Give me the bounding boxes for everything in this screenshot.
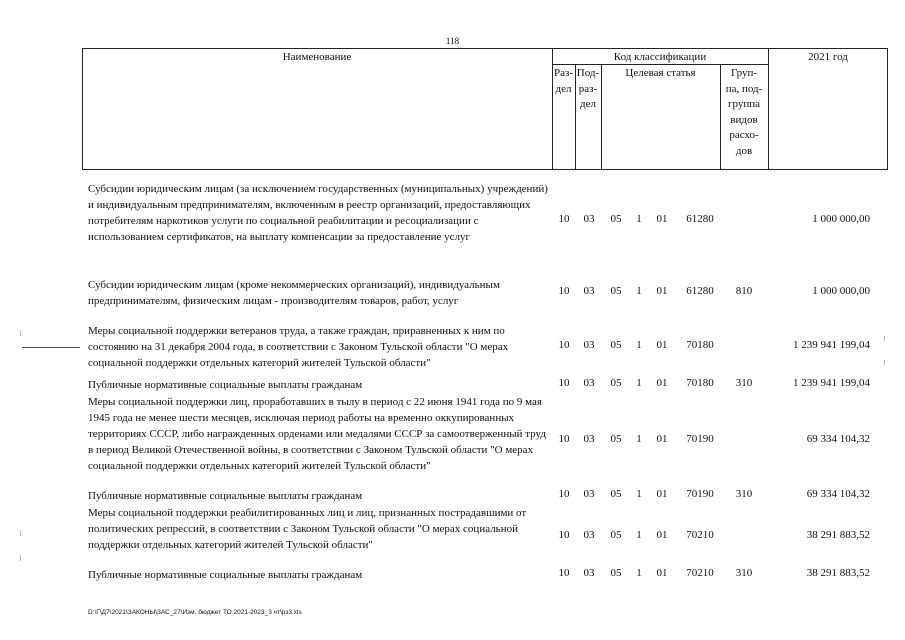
row-razdel: 10 <box>558 285 570 297</box>
row-cs1: 05 <box>610 433 622 445</box>
row-cs3: 01 <box>656 433 668 445</box>
row-cs4: 70210 <box>686 529 714 541</box>
row-podrazdel: 03 <box>583 213 595 225</box>
row-razdel: 10 <box>558 567 570 579</box>
row-name: Субсидии юридическим лицам (кроме некоммерческих организаций), индивидуальным предпринимателям, физическим лицам - производителям товаров, работ, услуг <box>88 279 500 307</box>
row-amount: 69 334 104,32 <box>806 433 870 445</box>
row-razdel: 10 <box>558 488 570 500</box>
row-name: Публичные нормативные социальные выплаты гражданам <box>88 379 363 391</box>
row-podrazdel: 03 <box>583 567 595 579</box>
header-name: Наименование <box>282 51 352 63</box>
row-name: Публичные нормативные социальные выплаты гражданам <box>88 490 363 502</box>
header-razdel: Раз- дел <box>553 67 573 95</box>
table-header <box>82 48 888 170</box>
row-razdel: 10 <box>558 433 570 445</box>
row-cs2: 1 <box>636 529 642 541</box>
row-cs2: 1 <box>636 339 642 351</box>
row-cs4: 61280 <box>686 285 714 297</box>
row-cs2: 1 <box>636 488 642 500</box>
header-expense-group: Груп- па, под- группа видов расхо- дов <box>725 67 763 157</box>
row-cs1: 05 <box>610 213 622 225</box>
row-name: Субсидии юридическим лицам (за исключением государственных (муниципальных) учреждений) и индивидуальным предпринимателям, включенным в реестр организаций, предоставляющих потребителям наркотиков услуги по социальной реабилитации и ресоциализации с использованием сертификатов, на выплату компенсации за предоставление услуг <box>88 183 548 243</box>
row-amount: 69 334 104,32 <box>806 488 870 500</box>
row-cs2: 1 <box>636 567 642 579</box>
row-razdel: 10 <box>558 529 570 541</box>
row-cs3: 01 <box>656 213 668 225</box>
row-cs4: 70180 <box>686 339 714 351</box>
row-cs4: 70180 <box>686 377 714 389</box>
row-podrazdel: 03 <box>583 488 595 500</box>
row-amount: 1 000 000,00 <box>812 285 870 297</box>
row-name: Меры социальной поддержки лиц, проработавших в тылу в период с 22 июня 1941 года по 9 мая 1945 года не менее шести месяцев, исключая период работы на временно оккупированных территориях СССР, либо награжденных орденами или медалями СССР за самоотверженный труд в период Великой Отечественной войны, в соответствии с Законом Тульской области "О мерах социальной поддержки отдельных категорий жителей Тульской области" <box>88 396 546 472</box>
header-target-article: Целевая статья <box>625 67 696 79</box>
row-group: 810 <box>735 285 753 297</box>
row-cs4: 70190 <box>686 433 714 445</box>
row-cs2: 1 <box>636 377 642 389</box>
row-cs3: 01 <box>656 529 668 541</box>
margin-tick <box>884 360 885 365</box>
row-podrazdel: 03 <box>583 433 595 445</box>
row-amount: 38 291 883,52 <box>806 567 870 579</box>
row-cs4: 61280 <box>686 213 714 225</box>
footer-file-path: D:\Г\Д7\2021\ЗАКОНЫ\ЗАС_27\Изм. бюджет ТО 2021-2023_3 чт\рз3.xls <box>88 609 302 616</box>
row-group: 310 <box>735 377 753 389</box>
margin-tick <box>20 330 21 336</box>
row-cs1: 05 <box>610 529 622 541</box>
header-year: 2021 год <box>808 51 848 63</box>
row-cs2: 1 <box>636 213 642 225</box>
row-group: 310 <box>735 567 753 579</box>
row-amount: 38 291 883,52 <box>806 529 870 541</box>
row-podrazdel: 03 <box>583 285 595 297</box>
row-cs4: 70190 <box>686 488 714 500</box>
margin-tick <box>20 530 21 536</box>
row-name: Меры социальной поддержки реабилитированных лиц и лиц, признанных пострадавшими от политических репрессий, в соответствии с Законом Тульской области "О мерах социальной поддержки отдельных категорий жителей Тульской области" <box>88 507 527 551</box>
row-cs3: 01 <box>656 339 668 351</box>
row-group: 310 <box>735 488 753 500</box>
margin-line <box>22 347 80 348</box>
row-cs1: 05 <box>610 377 622 389</box>
row-cs1: 05 <box>610 339 622 351</box>
row-name: Публичные нормативные социальные выплаты гражданам <box>88 569 363 581</box>
row-podrazdel: 03 <box>583 339 595 351</box>
row-amount: 1 239 941 199,04 <box>793 339 870 351</box>
page-number: 118 <box>445 36 460 46</box>
row-podrazdel: 03 <box>583 377 595 389</box>
row-cs1: 05 <box>610 488 622 500</box>
row-cs3: 01 <box>656 488 668 500</box>
row-cs3: 01 <box>656 285 668 297</box>
header-code-classification: Код классификации <box>613 51 707 63</box>
row-name: Меры социальной поддержки ветеранов труда, а также граждан, приравненных к ним по состоянию на 31 декабря 2004 года, в соответствии с Законом Тульской области "О мерах социальной поддержки отдельных категорий жителей Тульской области" <box>88 325 509 369</box>
row-podrazdel: 03 <box>583 529 595 541</box>
row-razdel: 10 <box>558 377 570 389</box>
row-razdel: 10 <box>558 339 570 351</box>
margin-tick <box>884 336 885 341</box>
row-cs1: 05 <box>610 567 622 579</box>
row-cs3: 01 <box>656 377 668 389</box>
row-razdel: 10 <box>558 213 570 225</box>
row-cs1: 05 <box>610 285 622 297</box>
margin-tick <box>20 555 21 561</box>
row-cs3: 01 <box>656 567 668 579</box>
row-cs2: 1 <box>636 433 642 445</box>
row-cs2: 1 <box>636 285 642 297</box>
row-amount: 1 000 000,00 <box>812 213 870 225</box>
row-amount: 1 239 941 199,04 <box>793 377 870 389</box>
row-cs4: 70210 <box>686 567 714 579</box>
header-podrazdel: Под- раз- дел <box>576 67 600 110</box>
